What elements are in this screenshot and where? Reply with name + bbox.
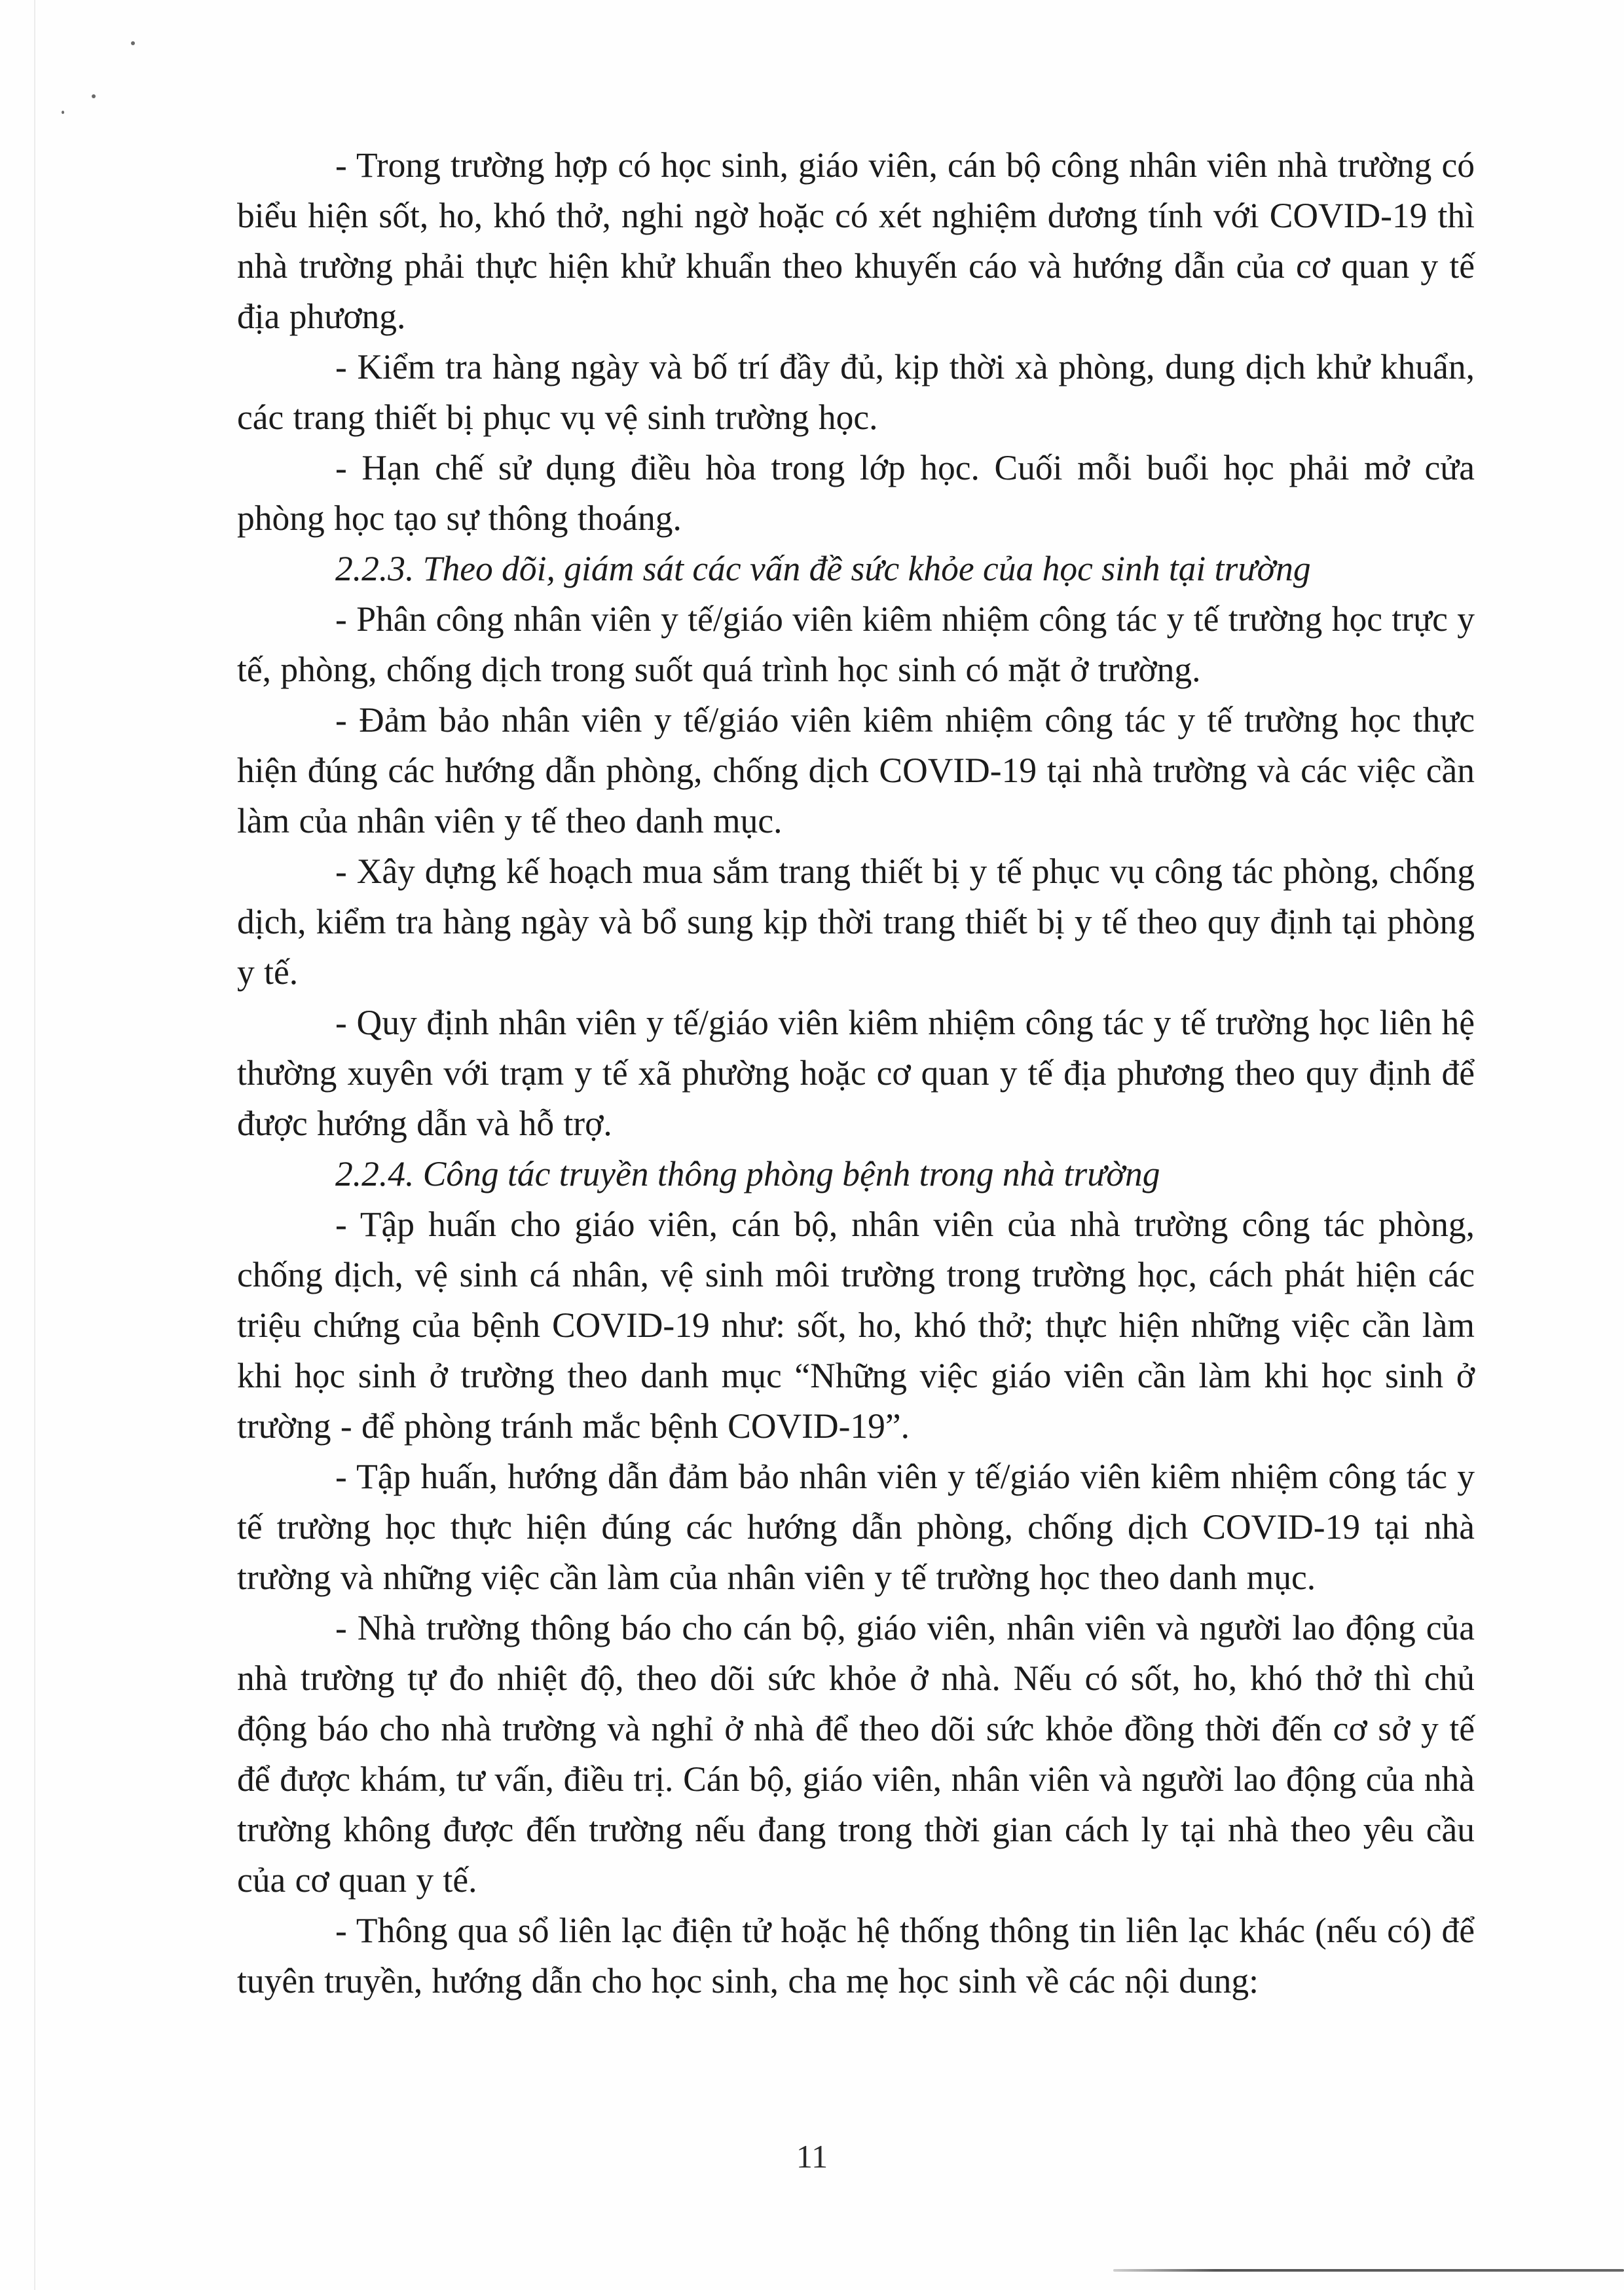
section-heading-2-2-4: 2.2.4. Công tác truyền thông phòng bệnh trong nhà trường [335, 1154, 1160, 1193]
paragraph-train-teachers: - Tập huấn cho giáo viên, cán bộ, nhân viên của nhà trường công tác phòng, chống dịch, vệ sinh cá nhân, vệ sinh môi trường trong trường học, cách phát hiện các triệu chứng của bệnh COVID-19 như: sốt, ho, khó thở; thực hiện những việc cần làm khi học sinh ở trường theo danh mục “Những việc giáo viên cần làm khi học sinh ở trường - để phòng tránh mắc bệnh COVID-19”. [237, 1205, 1475, 1446]
scan-speck [131, 41, 135, 45]
page-number: 11 [796, 2138, 828, 2175]
paragraph-assign-medical-staff: - Phân công nhân viên y tế/giáo viên kiêm nhiệm công tác y tế trường học trực y tế, phòng, chống dịch trong suốt quá trình học sinh có mặt ở trường. [237, 599, 1475, 689]
paragraph-equipment-purchase-plan: - Xây dựng kế hoạch mua sắm trang thiết bị y tế phục vụ công tác phòng, chống dịch, kiểm tra hàng ngày và bổ sung kịp thời trang thiết bị y tế theo quy định tại phòng y tế. [237, 852, 1475, 992]
scan-speck [62, 111, 64, 114]
paragraph-ensure-medical-staff: - Đảm bảo nhân viên y tế/giáo viên kiêm nhiệm công tác y tế trường học thực hiện đúng các hướng dẫn phòng, chống dịch COVID-19 tại nhà trường và các việc cần làm của nhân viên y tế theo danh mục. [237, 700, 1475, 840]
bottom-scan-rule [1113, 2269, 1624, 2272]
section-heading-2-2-3: 2.2.3. Theo dõi, giám sát các vấn đề sức khỏe của học sinh tại trường [335, 549, 1311, 588]
scan-edge-line [34, 0, 35, 2290]
document-body [237, 140, 1475, 2006]
scan-speck [92, 94, 96, 98]
paragraph-electronic-communication: - Thông qua sổ liên lạc điện tử hoặc hệ thống thông tin liên lạc khác (nếu có) để tuyên truyền, hướng dẫn cho học sinh, cha mẹ học sinh về các nội dung: [237, 1911, 1475, 2000]
paragraph-staff-self-monitoring: - Nhà trường thông báo cho cán bộ, giáo viên, nhân viên và người lao động của nhà trường tự đo nhiệt độ, theo dõi sức khỏe ở nhà. Nếu có sốt, ho, khó thở thì chủ động báo cho nhà trường và nghỉ ở nhà để theo dõi sức khỏe đồng thời đến cơ sở y tế để được khám, tư vấn, điều trị. Cán bộ, giáo viên, nhân viên và người lao động của nhà trường không được đến trường nếu đang trong thời gian cách ly tại nhà theo yêu cầu của cơ quan y tế. [237, 1608, 1475, 1900]
paragraph-limit-air-conditioning: - Hạn chế sử dụng điều hòa trong lớp học. Cuối mỗi buổi học phải mở cửa phòng học tạo sự thông thoáng. [237, 448, 1475, 538]
paragraph-daily-soap-check: - Kiểm tra hàng ngày và bố trí đầy đủ, kịp thời xà phòng, dung dịch khử khuẩn, các trang thiết bị phục vụ vệ sinh trường học. [237, 347, 1475, 437]
paragraph-train-medical-staff: - Tập huấn, hướng dẫn đảm bảo nhân viên y tế/giáo viên kiêm nhiệm công tác y tế trường học thực hiện đúng các hướng dẫn phòng, chống dịch COVID-19 tại nhà trường và những việc cần làm của nhân viên y tế trường học theo danh mục. [237, 1457, 1475, 1597]
paragraph-disinfection-on-symptoms: - Trong trường hợp có học sinh, giáo viên, cán bộ công nhân viên nhà trường có biểu hiện sốt, ho, khó thở, nghi ngờ hoặc có xét nghiệm dương tính với COVID-19 thì nhà trường phải thực hiện khử khuẩn theo khuyến cáo và hướng dẫn của cơ quan y tế địa phương. [237, 145, 1475, 336]
paragraph-contact-health-station: - Quy định nhân viên y tế/giáo viên kiêm nhiệm công tác y tế trường học liên hệ thường xuyên với trạm y tế xã phường hoặc cơ quan y tế địa phương theo quy định để được hướng dẫn và hỗ trợ. [237, 1003, 1475, 1143]
